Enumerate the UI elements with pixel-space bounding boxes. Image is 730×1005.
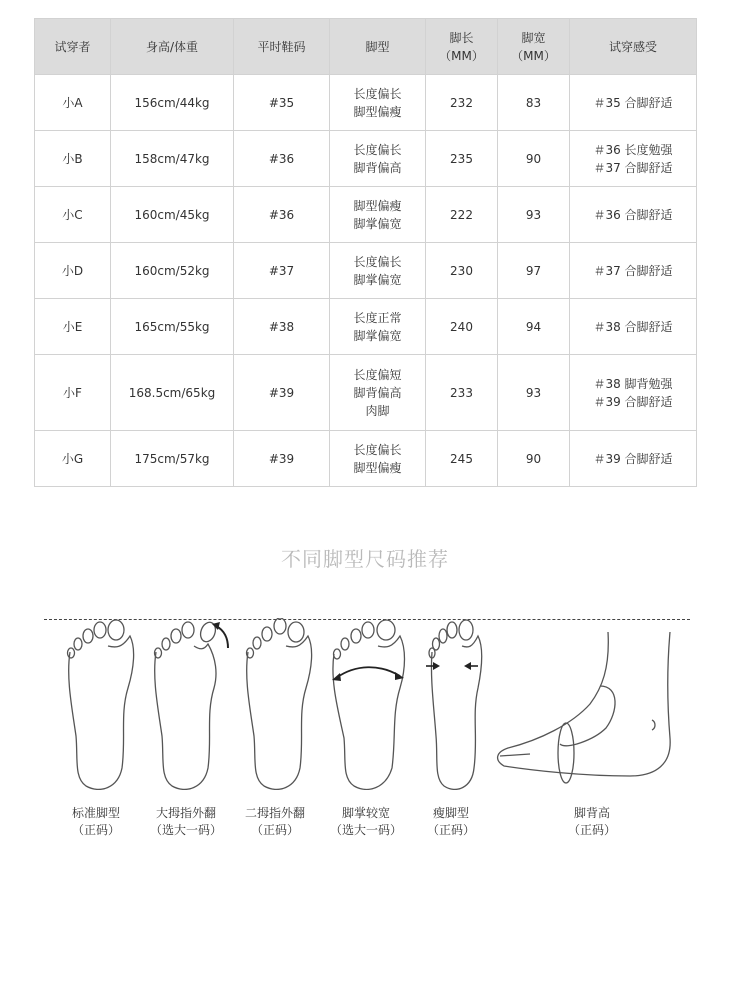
cell-usual-size: #37 — [234, 243, 330, 299]
cell-line: 脚掌偏宽 — [353, 216, 402, 231]
foot-type-advice: （选大一码） — [329, 823, 402, 837]
cell-foot-type — [330, 431, 426, 487]
table-row — [35, 131, 697, 187]
cell-line: 脚掌偏宽 — [353, 272, 402, 287]
bunion-foot-icon — [148, 618, 234, 790]
cell-line: 长度偏短 — [353, 367, 402, 382]
cell-line: ＃39 合脚舒适 — [593, 451, 673, 466]
table-header-cell — [330, 19, 426, 75]
cell-width: 97 — [498, 243, 570, 299]
cell-tester: 小F — [35, 355, 111, 431]
header-text: 脚型 — [365, 39, 390, 54]
cell-line: ＃36 长度勉强 — [593, 142, 673, 157]
cell-tester: 小D — [35, 243, 111, 299]
cell-line: 脚背偏高 — [353, 385, 402, 400]
cell-usual-size: #36 — [234, 187, 330, 243]
second-toe-foot-icon — [240, 618, 320, 790]
cell-tester: 小E — [35, 299, 111, 355]
cell-foot-type — [330, 187, 426, 243]
cell-foot-type — [330, 243, 426, 299]
header-text: 平时鞋码 — [257, 39, 306, 54]
cell-tester: 小B — [35, 131, 111, 187]
high-instep-foot-icon — [490, 628, 686, 788]
table-header-cell — [498, 19, 570, 75]
header-text: 脚长 — [449, 30, 474, 45]
cell-width: 90 — [498, 431, 570, 487]
foot-type-name: 瘦脚型 — [432, 806, 469, 820]
table-row — [35, 355, 697, 431]
cell-feeling — [570, 131, 697, 187]
table-header-cell — [426, 19, 498, 75]
header-text: 脚宽 — [521, 30, 546, 45]
foot-type-name: 脚背高 — [573, 806, 610, 820]
cell-length: 245 — [426, 431, 498, 487]
cell-feeling — [570, 299, 697, 355]
cell-width: 90 — [498, 131, 570, 187]
cell-line: 脚背偏高 — [353, 160, 402, 175]
cell-line: ＃36 合脚舒适 — [593, 207, 673, 222]
cell-line: 脚掌偏宽 — [353, 328, 402, 343]
cell-width: 93 — [498, 355, 570, 431]
table-row — [35, 75, 697, 131]
cell-usual-size: #36 — [234, 131, 330, 187]
cell-feeling — [570, 75, 697, 131]
header-text: 试穿感受 — [608, 39, 657, 54]
cell-usual-size: #35 — [234, 75, 330, 131]
cell-usual-size: #39 — [234, 355, 330, 431]
cell-line: 长度正常 — [353, 310, 402, 325]
cell-height-weight: 160cm/45kg — [111, 187, 234, 243]
cell-feeling — [570, 243, 697, 299]
cell-feeling — [570, 431, 697, 487]
cell-feeling — [570, 355, 697, 431]
size-trial-table — [34, 18, 697, 487]
foot-type-name: 二拇指外翻 — [244, 806, 305, 820]
cell-height-weight: 156cm/44kg — [111, 75, 234, 131]
header-text: 试穿者 — [54, 39, 91, 54]
cell-line: 长度偏长 — [353, 142, 402, 157]
foot-caption-high-instep — [537, 805, 647, 839]
cell-tester: 小A — [35, 75, 111, 131]
cell-height-weight: 160cm/52kg — [111, 243, 234, 299]
cell-length: 222 — [426, 187, 498, 243]
table-row — [35, 243, 697, 299]
header-text: 身高/体重 — [145, 39, 199, 54]
cell-line: ＃38 脚背勉强 — [593, 376, 673, 391]
cell-length: 233 — [426, 355, 498, 431]
cell-line: ＃37 合脚舒适 — [593, 263, 673, 278]
cell-line: ＃38 合脚舒适 — [593, 319, 673, 334]
table-header-cell — [35, 19, 111, 75]
standard-foot-icon — [62, 618, 142, 790]
section-title: 不同脚型尺码推荐 — [281, 547, 449, 571]
cell-line: 脚型偏瘦 — [353, 104, 402, 119]
narrow-foot-icon — [422, 618, 492, 790]
cell-line: 脚型偏瘦 — [353, 198, 402, 213]
cell-height-weight: 175cm/57kg — [111, 431, 234, 487]
table-row — [35, 187, 697, 243]
foot-type-name: 标准脚型 — [71, 806, 120, 820]
table-header-cell — [111, 19, 234, 75]
cell-feeling — [570, 187, 697, 243]
cell-height-weight: 168.5cm/65kg — [111, 355, 234, 431]
foot-type-name: 脚掌较宽 — [341, 806, 390, 820]
table-header-cell — [234, 19, 330, 75]
cell-usual-size: #38 — [234, 299, 330, 355]
foot-type-advice: （正码） — [426, 823, 475, 837]
foot-type-advice: （正码） — [567, 823, 616, 837]
cell-line: ＃37 合脚舒适 — [593, 160, 673, 175]
cell-line: 长度偏长 — [353, 86, 402, 101]
cell-width: 94 — [498, 299, 570, 355]
cell-width: 83 — [498, 75, 570, 131]
foot-type-name: 大拇指外翻 — [155, 806, 216, 820]
cell-length: 240 — [426, 299, 498, 355]
cell-line: 肉脚 — [365, 403, 390, 418]
cell-tester: 小C — [35, 187, 111, 243]
table-row — [35, 431, 697, 487]
table-row — [35, 299, 697, 355]
cell-length: 230 — [426, 243, 498, 299]
cell-width: 93 — [498, 187, 570, 243]
cell-line: 脚型偏瘦 — [353, 460, 402, 475]
foot-caption-narrow — [396, 805, 506, 839]
cell-line: 长度偏长 — [353, 442, 402, 457]
cell-line: 长度偏长 — [353, 254, 402, 269]
cell-foot-type — [330, 75, 426, 131]
foot-type-advice: （正码） — [250, 823, 299, 837]
cell-line: ＃35 合脚舒适 — [593, 95, 673, 110]
header-text: （MM） — [439, 48, 484, 63]
cell-height-weight: 158cm/47kg — [111, 131, 234, 187]
cell-length: 232 — [426, 75, 498, 131]
cell-foot-type — [330, 355, 426, 431]
cell-usual-size: #39 — [234, 431, 330, 487]
table-header-row — [35, 19, 697, 75]
table-header-cell — [570, 19, 697, 75]
foot-type-advice: （选大一码） — [149, 823, 222, 837]
cell-foot-type — [330, 131, 426, 187]
wide-foot-icon — [330, 618, 410, 790]
cell-line: ＃39 合脚舒适 — [593, 394, 673, 409]
cell-tester: 小G — [35, 431, 111, 487]
cell-foot-type — [330, 299, 426, 355]
header-text: （MM） — [511, 48, 556, 63]
foot-type-advice: （正码） — [71, 823, 120, 837]
cell-height-weight: 165cm/55kg — [111, 299, 234, 355]
cell-length: 235 — [426, 131, 498, 187]
